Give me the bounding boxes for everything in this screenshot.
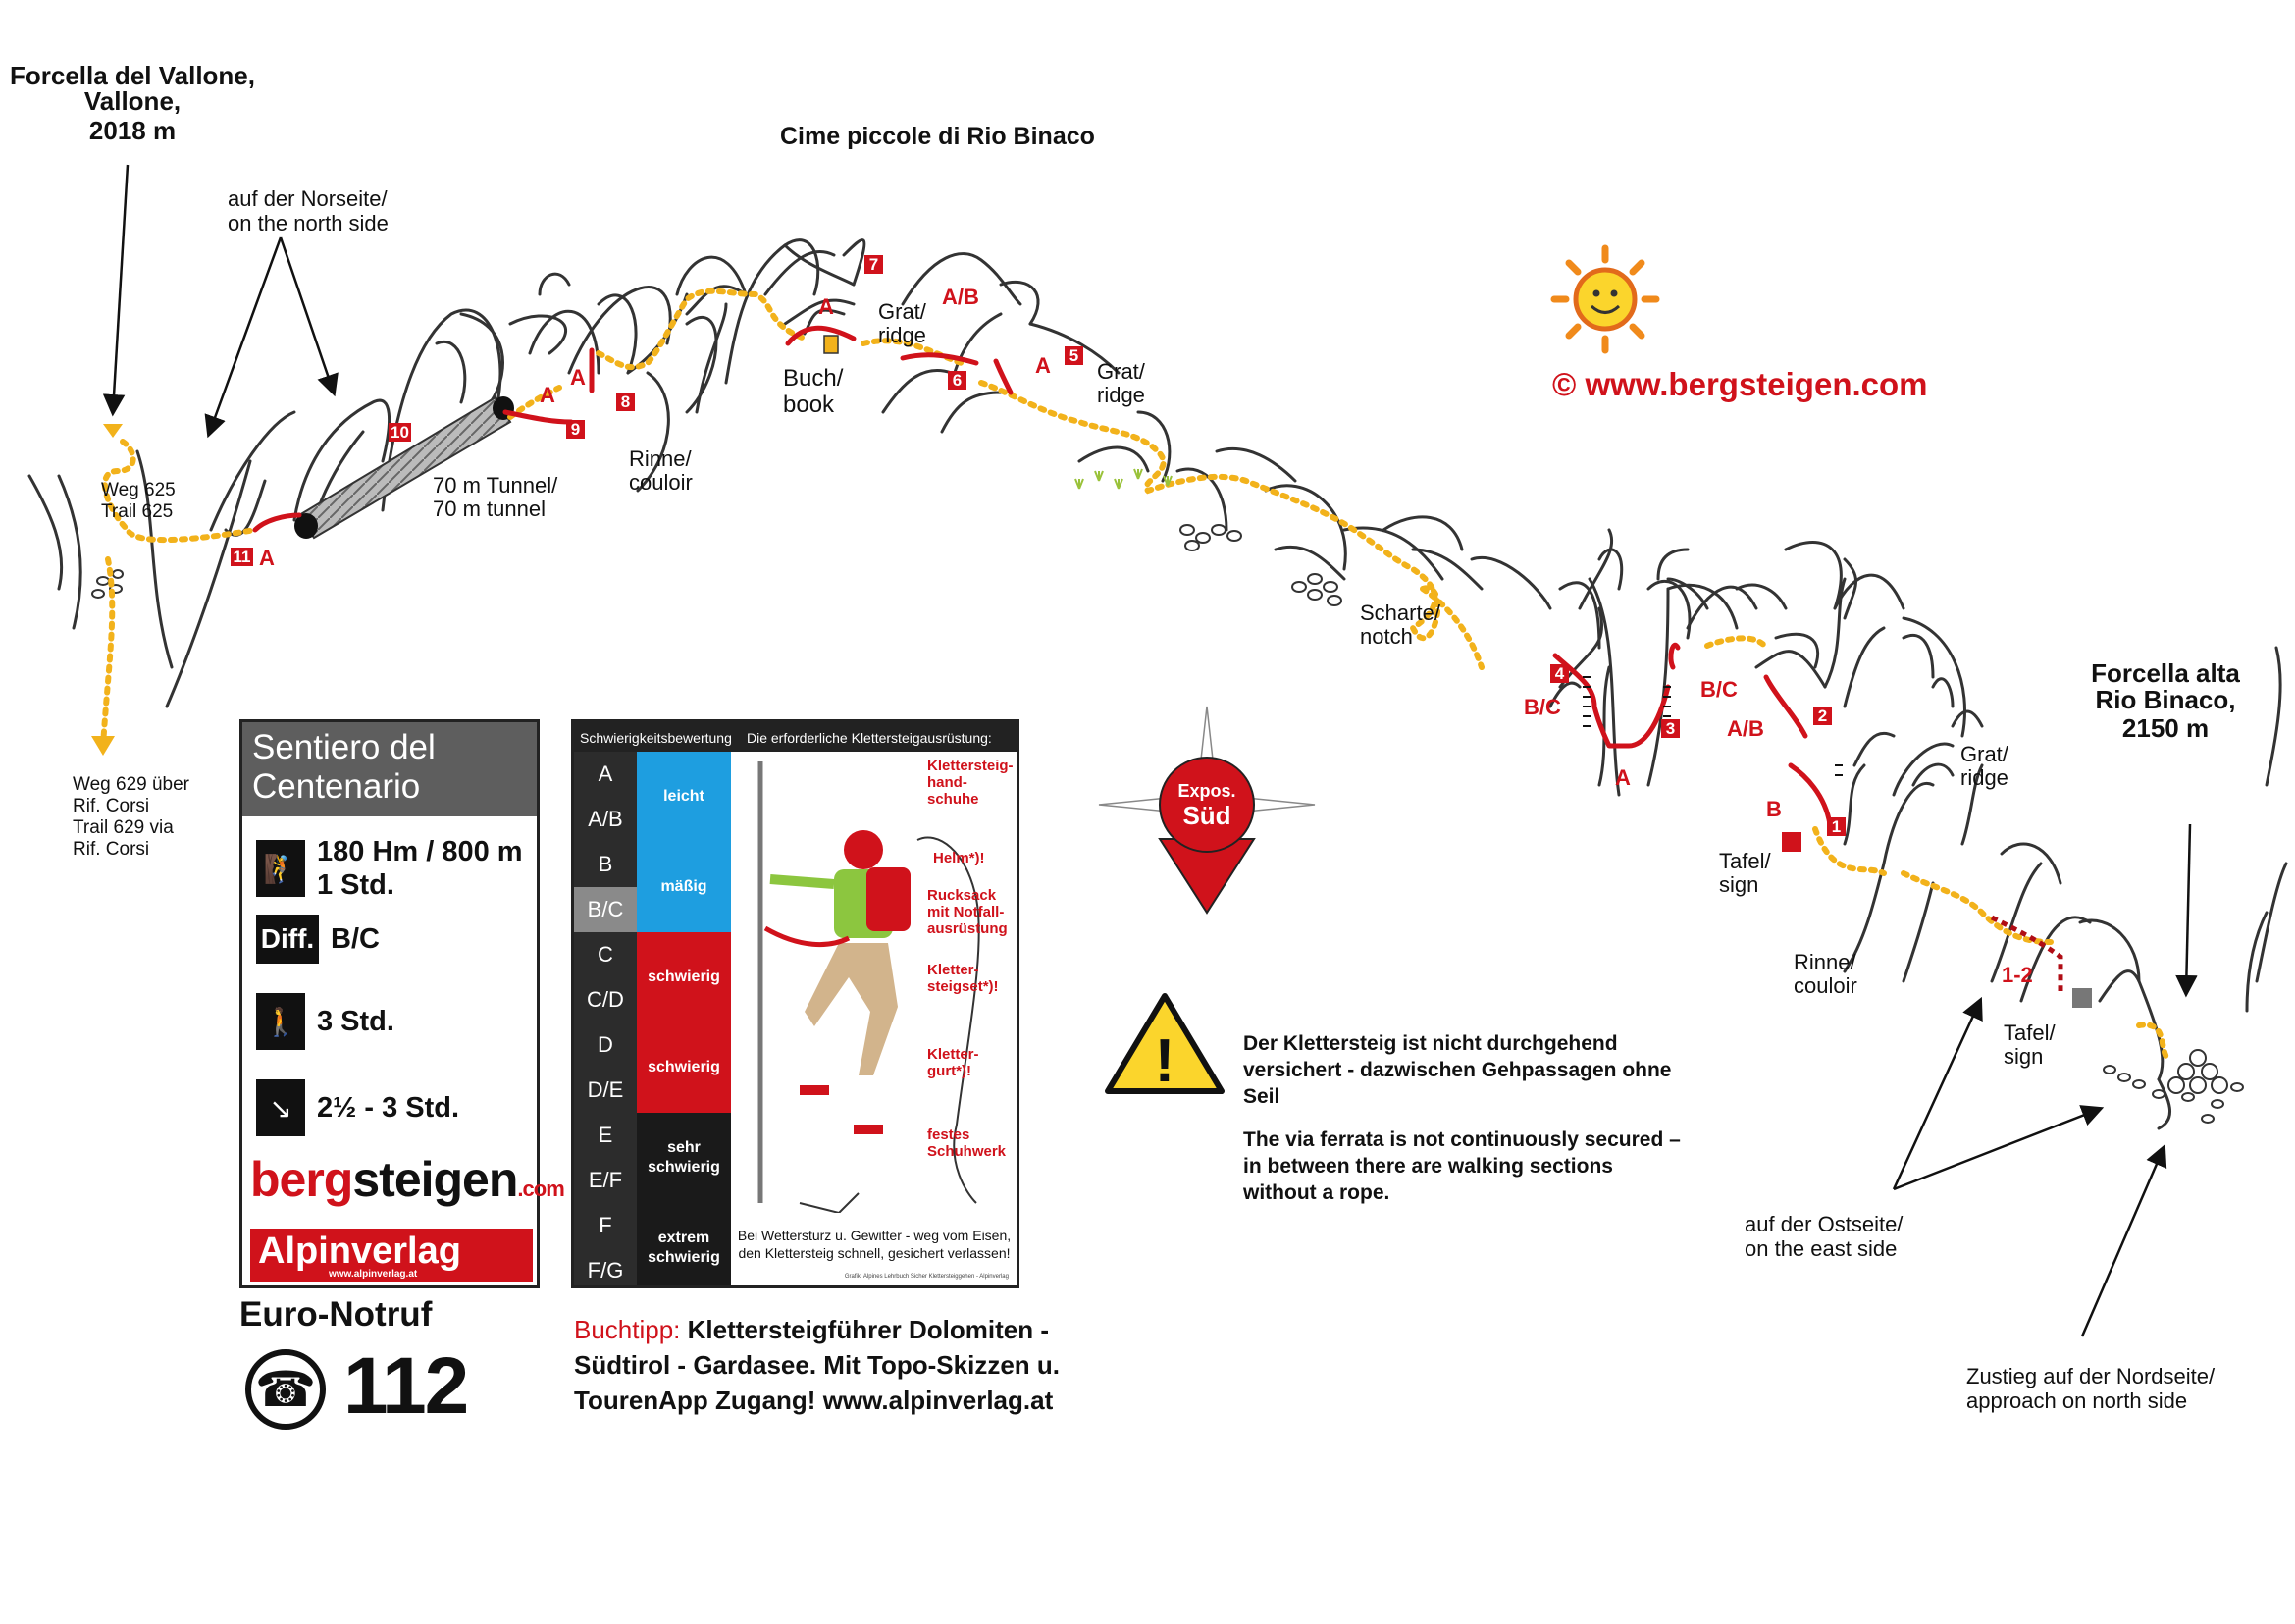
gear-gloves: Klettersteig- hand- schuhe	[927, 758, 1014, 808]
grade-c-d: C/D	[574, 977, 637, 1022]
trail629-2: Rif. Corsi	[73, 796, 150, 816]
svg-text:10: 10	[391, 423, 409, 442]
ridge3-label-1: Grat/	[1960, 742, 2008, 766]
trail629-1: Weg 629 über	[73, 774, 190, 795]
svg-text:11: 11	[233, 548, 251, 566]
alpinverlag-logo: Alpinverlag www.alpinverlag.at	[250, 1229, 533, 1282]
start-point-name-2: Vallone,	[83, 86, 182, 116]
segment-5	[1065, 346, 1083, 365]
gear-harness: Kletter- gurt*)!	[927, 1046, 979, 1079]
grade-e: E	[574, 1113, 637, 1158]
grade-4: B/C	[1524, 695, 1561, 719]
difficulty-header: Schwierigkeitsbewertung Die erforderliche Klettersteigausrüstung:	[574, 722, 1017, 752]
tunnel-label-1: 70 m Tunnel/	[433, 473, 558, 498]
grade-b: B	[574, 842, 637, 887]
grade-f: F	[574, 1203, 637, 1248]
total-time: 3 Std.	[317, 1006, 394, 1037]
grade-3a: A	[1615, 765, 1631, 790]
trail625-1: Weg 625	[101, 480, 176, 500]
tour-info-box	[239, 719, 564, 1288]
grade-b-c: B/C	[574, 887, 637, 932]
ridge3-label-2: ridge	[1960, 765, 2008, 790]
compass	[1099, 707, 1315, 913]
grade-band: schwierig	[637, 1022, 731, 1113]
notch-label-2: notch	[1360, 624, 1413, 649]
difficulty-scale-box	[571, 719, 1019, 1288]
grade-0: 1-2	[2002, 963, 2033, 987]
sun-logo	[1554, 248, 1656, 350]
east-side-label-2: on the east side	[1745, 1236, 1898, 1261]
segment-1	[1827, 817, 1846, 836]
sign2-label-2: sign	[2004, 1044, 2044, 1069]
sign2-label-1: Tafel/	[2004, 1021, 2056, 1045]
grade-a: A	[574, 752, 637, 797]
ascent-value: 180 Hm / 800 m	[317, 836, 523, 867]
grade-e-f: E/F	[574, 1158, 637, 1203]
grade-5: A	[1035, 353, 1051, 378]
compass-line2: Süd	[1182, 801, 1231, 830]
descent-row	[256, 1079, 459, 1136]
segment-8	[616, 393, 635, 411]
segment-2	[1813, 707, 1832, 725]
grade-a-b: A/B	[574, 797, 637, 842]
gear-helmet: Helm*)!	[933, 850, 985, 866]
grade-1: B	[1766, 797, 1782, 821]
hiker-icon: 🚶	[256, 993, 305, 1050]
ascent-time: 1 Std.	[317, 869, 394, 901]
segment-7	[864, 255, 883, 274]
grade-band: schwierig	[637, 932, 731, 1022]
difficulty-value: B/C	[331, 923, 380, 955]
graphic-credit: Grafik: Alpines Lehrbuch Sicher Klettersteiggehen - Alpinverlag	[844, 1274, 1009, 1280]
page-title: Cime piccole di Rio Binaco	[780, 123, 1095, 150]
compass-line1: Expos.	[1177, 781, 1236, 801]
copyright-link: © www.bergsteigen.com	[1552, 366, 1928, 402]
trail625-2: Trail 625	[101, 501, 174, 522]
ridge2-label-2: ridge	[1097, 383, 1145, 407]
phone-icon: ☎	[245, 1349, 326, 1430]
ridge1-label-2: ridge	[878, 323, 926, 347]
weather-warning: Bei Wettersturz u. Gewitter - weg vom Eisen, den Klettersteig schnell, gesichert verlassen!	[737, 1228, 1012, 1261]
couloir-label-2: couloir	[629, 470, 693, 495]
segment-9	[566, 420, 585, 439]
trail629-4: Rif. Corsi	[73, 839, 150, 860]
north-side-label-2: on the north side	[228, 211, 389, 236]
couloir2-label-1: Rinne/	[1794, 950, 1856, 974]
approach-label-2: approach on north side	[1966, 1388, 2188, 1413]
tunnel-label-2: 70 m tunnel	[433, 497, 546, 521]
grade-band: sehr schwierig	[637, 1113, 731, 1203]
grade-d: D	[574, 1022, 637, 1068]
sign1-label-1: Tafel/	[1719, 849, 1771, 873]
grade-band: leicht	[637, 752, 731, 842]
grade-band: extrem schwierig	[637, 1203, 731, 1288]
north-side-label-1: auf der Norseite/	[228, 186, 388, 211]
grade-c: C	[574, 932, 637, 977]
gear-set: Kletter- steigset*)!	[927, 962, 999, 995]
summit-cairn	[2168, 1050, 2227, 1093]
svg-text:5: 5	[1069, 346, 1079, 365]
book-icon	[824, 336, 838, 353]
warning-text-en: The via ferrata is not continuously secured – in between there are walking sections without a rope.	[1243, 1128, 1681, 1204]
couloir2-label-2: couloir	[1794, 973, 1857, 998]
end-point-name-2: Rio Binaco,	[2095, 685, 2236, 714]
total-time-row	[256, 993, 394, 1050]
grade-3b: B/C	[1700, 677, 1738, 702]
tour-name: Sentiero del Centenario	[242, 722, 537, 816]
grade-d-e: D/E	[574, 1068, 637, 1113]
book-tip: Buchtipp: Klettersteigführer Dolomiten - Südtirol - Gardasee. Mit Topo-Skizzen u. TourenApp Zugang! www.alpinverlag.at	[574, 1315, 1061, 1415]
grade-band: mäßig	[637, 842, 731, 932]
sign-marker-2	[2072, 988, 2092, 1008]
start-point-elevation: 2018 m	[88, 116, 177, 145]
sign1-label-2: sign	[1719, 872, 1759, 897]
svg-text:4: 4	[1554, 664, 1565, 683]
approach-label-1: Zustieg auf der Nordseite/	[1966, 1364, 2216, 1388]
segment-4	[1550, 664, 1569, 683]
svg-text:6: 6	[952, 371, 963, 390]
ridge1-label-1: Grat/	[878, 299, 926, 324]
bergsteigen-logo: bergsteigen.com	[250, 1152, 564, 1207]
grade-11: A	[259, 546, 275, 570]
svg-text:8: 8	[620, 393, 631, 411]
emergency-number: 112	[343, 1341, 468, 1431]
emergency-title: Euro-Notruf	[239, 1295, 433, 1334]
ridge2-label-1: Grat/	[1097, 359, 1145, 384]
descent-icon: ↘	[256, 1079, 305, 1136]
segment-10	[389, 423, 411, 442]
grade-7: A	[818, 294, 834, 319]
grade-9b: A	[570, 365, 586, 390]
svg-text:3: 3	[1665, 719, 1676, 738]
start-point-name: Forcella del Vallone,	[10, 61, 255, 90]
notch-label-1: Scharte/	[1360, 601, 1440, 625]
segment-3	[1661, 719, 1680, 738]
sign-marker-1	[1782, 832, 1801, 852]
book-label-2: book	[783, 392, 835, 418]
climber-icon: 🧗	[256, 840, 305, 897]
grade-f-g: F/G	[574, 1248, 637, 1288]
ascent-row	[256, 835, 523, 902]
grade-2: A/B	[1727, 716, 1764, 741]
grade-9a: A	[540, 383, 555, 407]
segment-11	[231, 548, 253, 566]
svg-text:7: 7	[868, 255, 879, 274]
descent-time: 2½ - 3 Std.	[317, 1092, 460, 1124]
warning-icon	[1108, 996, 1222, 1095]
warning-text-de: Der Klettersteig ist nicht durchgehend versichert - dazwischen Gehpassagen ohne Seil	[1243, 1032, 1672, 1108]
difficulty-row	[256, 915, 380, 964]
gear-shoes: festes Schuhwerk	[927, 1126, 1007, 1160]
book-label-1: Buch/	[783, 365, 844, 392]
svg-text:!: !	[1154, 1027, 1175, 1095]
east-side-label-1: auf der Ostseite/	[1745, 1212, 1904, 1236]
segment-6	[948, 371, 966, 390]
svg-text:2: 2	[1817, 707, 1828, 725]
gear-backpack: Rucksack mit Notfall- ausrüstung	[927, 887, 1008, 937]
end-point-elevation: 2150 m	[2121, 713, 2210, 743]
grade-6: A/B	[942, 285, 979, 309]
trail629-3: Trail 629 via	[73, 817, 174, 838]
difficulty-icon: Diff.	[256, 915, 319, 964]
couloir-label-1: Rinne/	[629, 446, 692, 471]
svg-text:1: 1	[1831, 817, 1842, 836]
svg-text:9: 9	[570, 420, 581, 439]
end-point-name-1: Forcella alta	[2091, 658, 2240, 688]
